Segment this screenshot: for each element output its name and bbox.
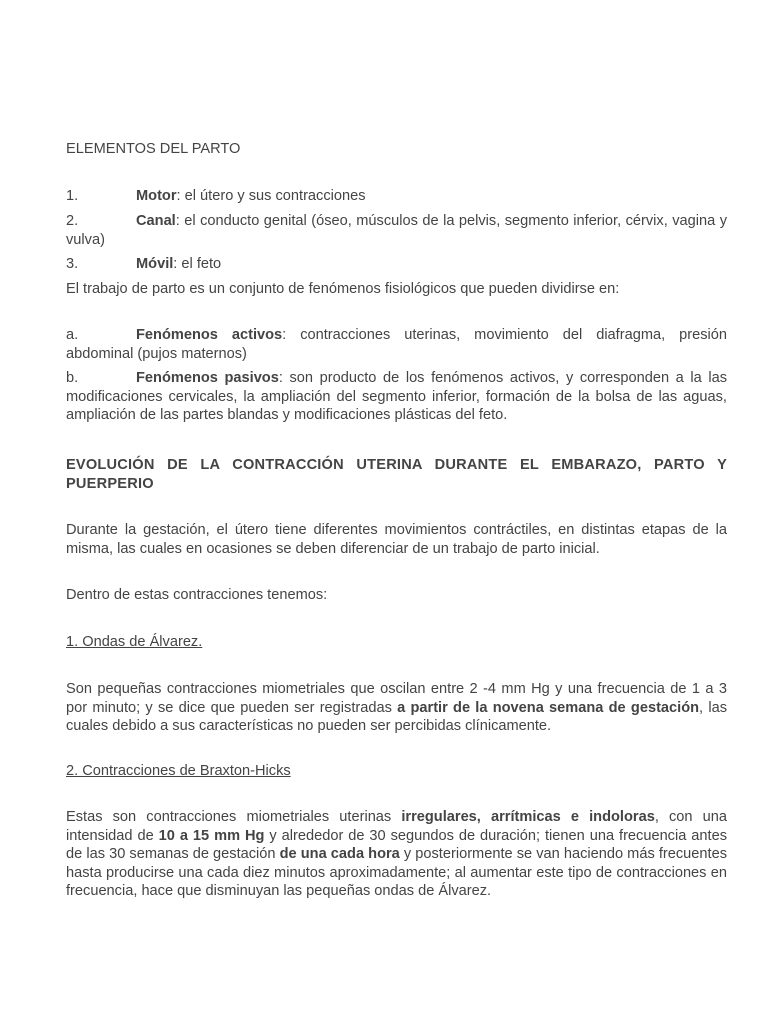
list-term: Canal [136, 213, 176, 229]
list-text: : contracciones uterinas, movimiento del diafragma, presión abdominal (pujos maternos) [66, 327, 727, 362]
section-heading: EVOLUCIÓN DE LA CONTRACCIÓN UTERINA DURANTE EL EMBARAZO, PARTO Y PUERPERIO [66, 457, 727, 492]
braxton-paragraph [66, 808, 727, 901]
list-text: : el conducto genital (óseo, músculos de la pelvis, segmento inferior, cérvix, vagina y vulva) [66, 213, 727, 248]
paragraph-emphasis: de una cada hora [279, 846, 400, 862]
document-title: ELEMENTOS DEL PARTO [66, 141, 241, 157]
list-term: Fenómenos activos [136, 327, 283, 343]
list-text: : son producto de los fenómenos activos, y corresponden a la las modificaciones cervicales, la ampliación del segmento inferior, formación de la bolsa de las aguas, ampliación de las partes blandas y modificaciones plásticas del feto. [66, 370, 727, 423]
list-term: Móvil [136, 256, 174, 272]
paragraph-text: Son pequeñas contracciones miometriales que oscilan entre 2 -4 mm Hg y una frecuencia de 1 a 3 por minuto; y se dice que pueden ser registradas [66, 681, 727, 716]
list-text: : el útero y sus contracciones [176, 188, 366, 204]
list-number: a. [66, 327, 79, 343]
subheading-alvarez-text: 1. Ondas de Álvarez. [66, 634, 203, 650]
alvarez-paragraph [66, 680, 727, 736]
list-number: 1. [66, 188, 79, 204]
list-number: 3. [66, 256, 79, 272]
list-item [66, 369, 727, 425]
paragraph-text: , las cuales debido a sus características no pueden ser percibidas clínicamente. [66, 699, 727, 734]
subheading-braxton [66, 762, 727, 781]
paragraph-emphasis: 10 a 15 mm Hg [158, 827, 265, 844]
list-item [66, 326, 727, 363]
paragraph-text: Estas son contracciones miometriales uterinas [66, 809, 402, 825]
list-term: Motor [136, 188, 177, 204]
list-number: b. [66, 370, 79, 386]
list-text: : el feto [173, 256, 222, 272]
subheading-alvarez [66, 633, 727, 652]
list-item [66, 212, 727, 249]
gestation-paragraph: Durante la gestación, el útero tiene diferentes movimientos contráctiles, en distintas etapas de la misma, las cuales en ocasiones se deben diferenciar de un trabajo de parto inicial. [66, 522, 727, 557]
intro-paragraph: El trabajo de parto es un conjunto de fenómenos fisiológicos que pueden dividirse en: [66, 281, 620, 297]
paragraph-text: , con una intensidad de [66, 809, 728, 844]
paragraph-text: y alrededor de 30 segundos de duración; tienen una frecuencia antes de las 30 semanas de gestación [66, 827, 727, 862]
subheading-braxton-text: 2. Contracciones de Braxton-Hicks [66, 763, 291, 779]
list-term: Fenómenos pasivos [136, 370, 279, 386]
list-number: 2. [66, 213, 79, 229]
contractions-intro: Dentro de estas contracciones tenemos: [66, 587, 328, 603]
paragraph-emphasis: irregulares, arrítmicas e indoloras [401, 809, 655, 825]
list-item [66, 187, 727, 206]
paragraph-text: y posteriormente se van haciendo más frecuentes hasta producirse una cada diez minutos aproximadamente; al aumentar este tipo de contracciones en frecuencia, hace que disminuyan las pequeñas ondas de Álvarez. [66, 846, 727, 899]
paragraph-emphasis: a partir de la novena semana de gestación [397, 699, 700, 716]
list-item [66, 255, 727, 274]
